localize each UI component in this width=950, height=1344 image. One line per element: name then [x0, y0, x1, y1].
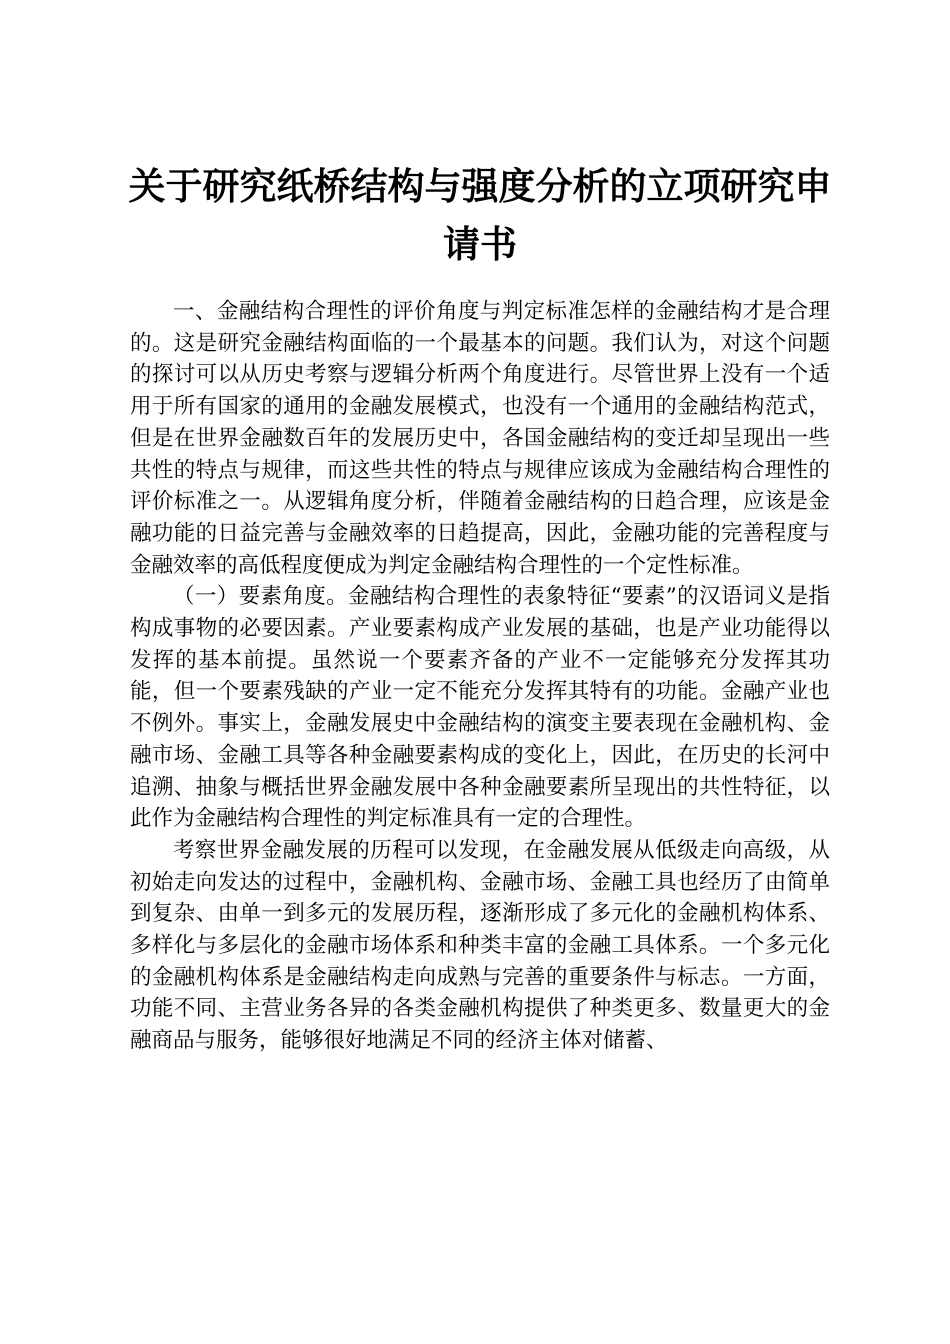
paragraph-2: （一）要素角度。金融结构合理性的表象特征“要素”的汉语词义是指构成事物的必要因素。产业要素构成产业发展的基础，也是产业功能得以发挥的基本前提。虽然说一个要素齐备的产业不一定能够充分发挥其功能，但一个要素残缺的产业一定不能充分发挥其特有的功能。金融产业也不例外。事实上，金融发展史中金融结构的演变主要表现在金融机构、金融市场、金融工具等各种金融要素构成的变化上，因此，在历史的长河中追溯、抽象与概括世界金融发展中各种金融要素所呈现出的共性特征，以此作为金融结构合理性的判定标准具有一定的合理性。 [130, 584, 830, 832]
document-title: 关于研究纸桥结构与强度分析的立项研究申请书 [128, 165, 832, 266]
paragraph-1: 一、金融结构合理性的评价角度与判定标准怎样的金融结构才是合理的。这是研究金融结构面临的一个最基本的问题。我们认为，对这个问题的探讨可以从历史考察与逻辑分析两个角度进行。尽管世界上没有一个适用于所有国家的通用的金融发展模式，也没有一个通用的金融结构范式，但是在世界金融数百年的发展历史中，各国金融结构的变迁却呈现出一些共性的特点与规律，而这些共性的特点与规律应该成为金融结构合理性的评价标准之一。从逻辑角度分析，伴随着金融结构的日趋合理，应该是金融功能的日益完善与金融效率的日趋提高，因此，金融功能的完善程度与金融效率的高低程度便成为判定金融结构合理性的一个定性标准。 [130, 299, 830, 578]
document-body [130, 296, 830, 1057]
paragraph-3: 考察世界金融发展的历程可以发现，在金融发展从低级走向高级，从初始走向发达的过程中，金融机构、金融市场、金融工具也经历了由简单到复杂、由单一到多元的发展历程，逐渐形成了多元化的金融机构体系、多样化与多层化的金融市场体系和种类丰富的金融工具体系。一个多元化的金融机构体系是金融结构走向成熟与完善的重要条件与标志。一方面，功能不同、主营业务各异的各类金融机构提供了种类更多、数量更大的金融商品与服务，能够很好地满足不同的经济主体对储蓄、 [130, 837, 830, 1054]
